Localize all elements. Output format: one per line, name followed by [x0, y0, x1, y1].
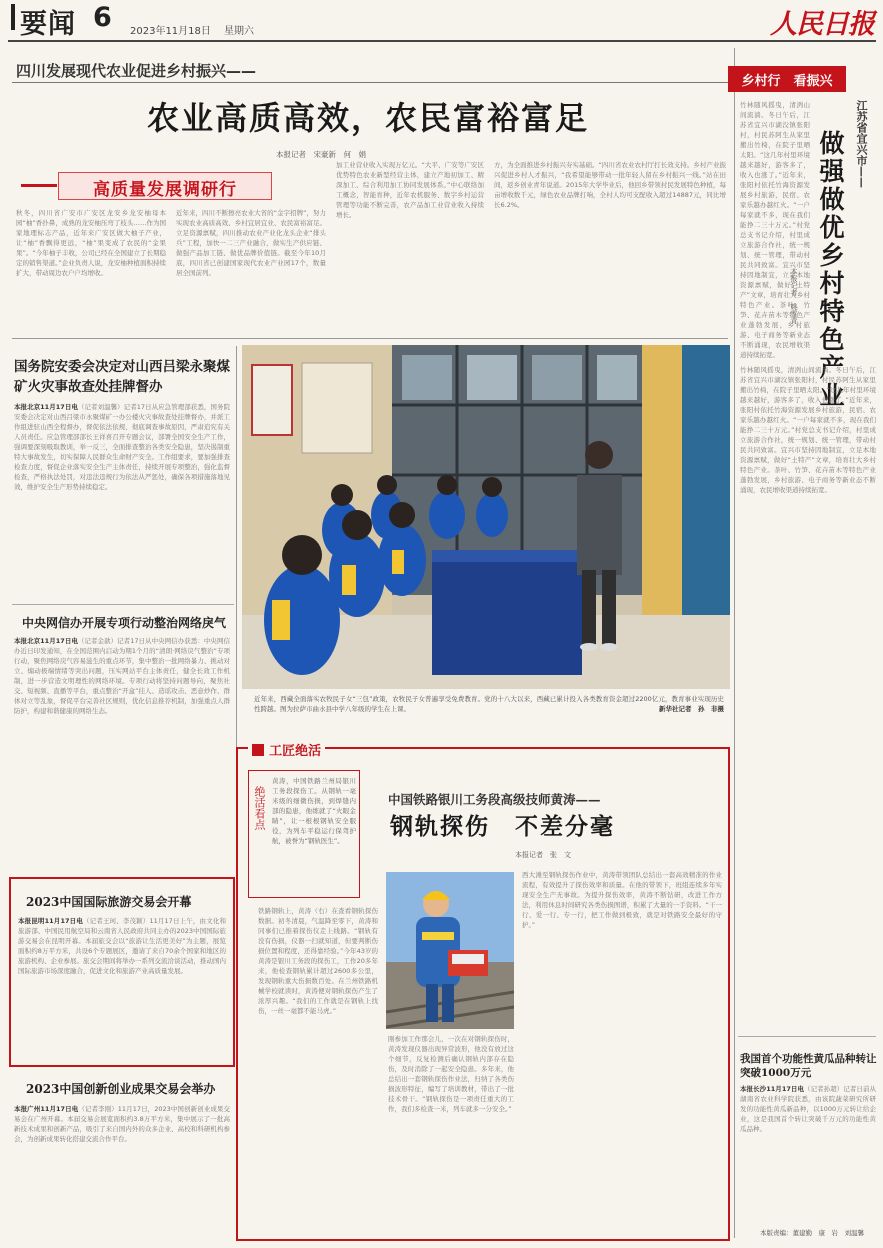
lead-col-4: 方，为全面推进乡村振兴夯实基础。“四川省农业农村厅打长效支持。乡村产业振兴促进乡村人才振兴，“我希望能够带动一批年轻人留在乡村振兴一线。”站在田间，返乡创业青年说道。2015年大学毕业后，他回乡带领村民发展特色种植，每亩增收数千元，绿色农业品牌打响，全村人均可支配收入超过14887元，同比增长6.2%。: [494, 161, 726, 209]
right-location: 江苏省宜兴市——: [855, 100, 868, 188]
rail-worker-illustration: [386, 872, 514, 1029]
news4-headline: 2023中国创新创业成果交易会举办: [26, 1082, 216, 1096]
rail-worker-photo: [386, 872, 514, 1029]
lead-bottom-rule: [12, 338, 728, 339]
lead-banner: [58, 172, 272, 200]
lead-byline: 本报记者 宋豪新 何 娟: [276, 150, 366, 159]
feature-byline: 本报记者 张 文: [515, 851, 571, 859]
news3-headline: 2023中国国际旅游交易会开幕: [26, 895, 192, 909]
right-news-body: [740, 1084, 876, 1216]
newspaper-logo: 人民日报: [770, 9, 874, 40]
right-news-dateline: 本报长沙11月17日电: [740, 1085, 805, 1093]
feature-tag-marker: [252, 744, 264, 756]
classroom-photo-illustration: [242, 345, 730, 689]
news3-text: （记者王珂、李茂颖）11月17日上午，由文化和旅游部、中国民用航空局和云南省人民政府共同主办的2023中国国际旅游交易会在昆明开幕。本届旅交会以“旅游让生活更美好”为主题，展览面积约8万平方米，共设6个专题展区，邀请了来自70余个国家和地区的旅游机构、企业参展。旅交会期间将举办一系列交流洽谈活动，推动国内国际旅游市场深度融合，促进文化和旅游产业高质量发展。: [18, 917, 226, 975]
news2-text: （记者金歆）记者17日从中央网信办获悉：中央网信办近日印发通知，在全国范围内启动为期1个月的“清朗·网络戾气整治”专项行动，聚焦网络戾气容易滋生的重点环节，集中整治一批网络暴力、挑动对立、煽动极端情绪等突出问题，压实网站平台主体责任，健全长效工作机制，进一步营造文明理性的网络环境。专项行动将坚持问题导向，聚焦社交、短视频、直播等平台，重点整治“开盒”挂人、造谣攻击、恶意炒作、群体对立等乱象，督促平台完善社区规则，优化信息推荐机制，加强重点人群防护，构建和谐健康的网络生态。: [14, 637, 230, 715]
section-label: 要闻: [20, 9, 76, 40]
right-banner-label: 乡村行 看振兴: [741, 74, 833, 89]
feature-notes: 黄涛，中国铁路兰州局银川工务段探伤工。从钢轨一毫米级的细微伤损，到焊缝内部的隐患，他练就了“火眼金睛”，让一根根钢轨安全服役，为列车平稳运行保驾护航，被誉为“钢轨医生”。: [272, 777, 356, 845]
news1-rule: [12, 604, 234, 605]
right-byline: 本报记者 姚雪青: [790, 268, 798, 324]
feature-kicker: 中国铁路银川工务段高级技师黄涛——: [388, 792, 601, 807]
feature-col-3: 西大滩至钢轨探伤作业中，黄涛带领团队总结出一套高效精准的作业流程，有效提升了探伤效率和质量。在他的带领下，班组连续多年实现安全生产无事故。为提升探伤效率，黄涛不断钻研，改进工作方法，利用休息时间研究各类伤损图谱，积累了大量的一手资料。“干一行、爱一行、专一行，把工作做到极致，就是对铁路安全最好的守护。”: [522, 871, 722, 929]
news1-text: （记者刘温馨）记者17日从应急管理部获悉，国务院安委会决定对山西吕梁市永聚煤矿一办公楼火灾事故查处挂牌督办，并派工作组进驻山西全程督办，督促依法依规、彻底调查事故原因，严肃追究有关人员责任。应急管理部部长王祥喜召开专题会议，部署全国安全生产工作，强调要深刻吸取教训，举一反三，全面排查整治各类安全隐患，坚决遏制重特大事故发生，切实保障人民群众生命财产安全。工作组要求，要加强排查检查力度，督促企业落实安全生产主体责任，持续开展专项整治，强化监督检查，严格执法处罚，对违法违规行为依法从严惩处，确保各项措施落地见效，维护安全生产形势持续稳定。: [14, 403, 230, 491]
right-body-continued: 竹林随风摇曳，清洌山间流淌。冬日午后，江苏省宜兴市湖㳇镇张阳村，村民苏阿生从家里搬出竹椅，在院子里晒太阳。“这几年村里环境越来越好，游客多了，收入也涨了。”近年来，张阳村依托竹海资源发展乡村旅游，民宿、农家乐越办越红火。“一户每家就不多，现在我们能挣二三十万元。”村党总支书记介绍，村里成立旅游合作社，统一规划、统一管理，带动村民共同致富。宜兴市坚持因地制宜，立足本地资源禀赋，做好“土特产”文章，培育壮大乡村特色产业。茶叶、竹笋、花卉苗木等特色产业蓬勃发展，乡村旅游、电子商务等新业态不断涌现，农民增收渠道持续拓宽。: [740, 366, 876, 494]
news1-dateline: 本报北京11月17日电: [14, 403, 78, 411]
news3-body: [18, 916, 226, 1056]
news3-dateline: 本报昆明11月17日电: [18, 917, 83, 925]
news2-body: [14, 636, 230, 872]
feature-tag-label: 工匠绝活: [269, 744, 322, 759]
lead-kicker-rule: [12, 82, 728, 83]
lead-col-3: 加工业营业收入实现万亿元。“大平、广安等广安区优势特色农业新型经营主体，建立产地初加工、精深加工、综合利用加工协同发展体系。”中心联络加工概念，智能育种，近年农机服务、数字乡村运营管理等功能不断完善，农产品加工业营业收入持续增长。: [336, 161, 484, 219]
feature-headline: 钢轨探伤 不差分毫: [390, 813, 615, 840]
page-number: 6: [93, 2, 112, 33]
lead-headline: 农业高质高效，农民富裕富足: [146, 99, 589, 137]
page-editors: 本版责编：董建勤 康 岩 刘温馨: [760, 1229, 864, 1237]
issue-date: 2023年11月18日: [130, 26, 211, 37]
feature-notes-tag: 绝活看点: [253, 786, 266, 830]
masthead: [0, 0, 883, 44]
news4-dateline: 本报广州11月17日电: [14, 1105, 79, 1113]
right-headline: 做强做优乡村特色产业: [816, 130, 845, 410]
lead-col-2: 近年来，四川不断擦亮农业大省的“金字招牌”，努力实现农业高质高效、乡村宜居宜业、农民富裕富足。立足资源禀赋，四川推动农业产业化龙头企业“排头兵”工程，加快一二三产业融合，做实生产供应链、做强产品加工链、做优品牌价值链。截至今年10月底，四川省已创建国家现代农业产业园17个，数量居全国前列。: [176, 209, 326, 277]
news2-dateline: 本报北京11月17日电: [14, 637, 78, 645]
photo-caption-text: 近年来，西藏全面落实农牧民子女“三包”政策，农牧民子女普遍享受免费教育。党的十八大以来，西藏已累计投入各类教育资金超过2200亿元，教育事业实现历史性跨越。图为拉萨市曲水县中学八年级的学生在上课。: [254, 695, 724, 713]
masthead-rule: [8, 40, 876, 42]
feature-col-1: 铁路钢轨上，黄涛（右）在查看钢轨探伤数据。初冬清晨，气温降至零下，黄涛和同事们已推着探伤仪走上线路。“钢轨有没有伤损，仪器一扫就知道，但要判断伤损位置和程度，还得靠经验。”今年43岁的黄涛是银川工务段的探伤工，工作20多年来，他检查钢轨累计超过2600多公里，发现钢轨重大伤损数百处。在兰州铁路机械学校就读时，黄涛便对钢轨探伤产生了浓厚兴趣。“我们的工作就是在钢轨上找伤，一丝一毫都不能马虎。”: [258, 907, 378, 1015]
lead-banner-bar: [21, 184, 57, 187]
news4-body: [14, 1104, 230, 1238]
news1-headline: 国务院安委会决定对山西吕梁永聚煤矿火灾事故查处挂牌督办: [14, 359, 230, 395]
right-news-headline: 我国首个功能性黄瓜品种转让突破1000万元: [740, 1053, 877, 1079]
right-banner: [728, 66, 846, 92]
news1-body: [14, 402, 230, 598]
lead-col-1: 秋冬，四川省广安市广安区龙安乡龙安柚母本园“柚”香扑鼻，成熟的龙安柚压弯了枝头……作为国家地理标志产品，近年来广安区做大柚子产业，让“柚”香飘得更远，“柚”果变成了农民的“金果果”。“今年柚子丰收，公司已经在全国建立了长期稳定的销售渠道。”企业负责人说，龙安柚种植面积持续扩大，带动周边农户户均增收。: [16, 209, 166, 277]
right-column-rule: [734, 48, 735, 1238]
photo-caption: [254, 694, 724, 738]
lead-banner-label: 高质量发展调研行: [93, 180, 237, 200]
classroom-photo: [242, 345, 730, 689]
photo-credit: 新华社记者 孙 非摄: [659, 705, 724, 713]
right-news-rule: [738, 1036, 876, 1037]
section-label-box: [11, 4, 15, 30]
feature-tag: [248, 739, 325, 759]
news2-headline: 中央网信办开展专项行动整治网络戾气: [22, 616, 227, 630]
feature-col-2: 刚参加工作那会儿，一次在对钢轨探伤时，黄涛发现仪器出现异常波形，他没有放过这个细节，反复检测后确认钢轨内部存在隐伤，及时消除了一起安全隐患。多年来，他总结出一套钢轨探伤作业法，归纳了各类伤损波形特征，编写了培训教材，带出了一批技术骨干。“钢轨探伤是一项责任重大的工作，我们多检查一米，列车就多一分安全。”: [388, 1035, 514, 1113]
issue-weekday: 星期六: [224, 26, 254, 37]
right-body: 竹林随风摇曳，清洌山间流淌。冬日午后，江苏省宜兴市湖㳇镇张阳村，村民苏阿生从家里搬出竹椅，在院子里晒太阳。“这几年村里环境越来越好，游客多了，收入也涨了。”近年来，张阳村依托竹海资源发展乡村旅游，民宿、农家乐越办越红火。“一户每家就不多，现在我们能挣二三十万元。”村党总支书记介绍，村里成立旅游合作社，统一规划、统一管理，带动村民共同致富。宜兴市坚持因地制宜，立足本地资源禀赋，做好“土特产”文章，培育壮大乡村特色产业。茶叶、竹笋、花卉苗木等特色产业蓬勃发展，乡村旅游、电子商务等新业态不断涌现，农民增收渠道持续拓宽。: [740, 101, 810, 359]
lead-kicker: 四川发展现代农业促进乡村振兴——: [16, 62, 257, 80]
right-news-text: （记者孙超）记者日前从湖南省农业科学院获悉，由该院蔬菜研究所研发的功能性黄瓜新品种，以1000万元转让给企业，这是我国首个转让突破千万元的功能性黄瓜品种。: [740, 1085, 876, 1133]
news4-text: （记者李刚）11月17日，2023中国创新创业成果交易会在广州开幕。本届交易会展览面积约3.8万平方米，集中展示了一批高新技术成果和创新产品，吸引了来自国内外的众多企业、高校和科研机构参会，为创新成果转化搭建交流合作平台。: [14, 1105, 230, 1143]
